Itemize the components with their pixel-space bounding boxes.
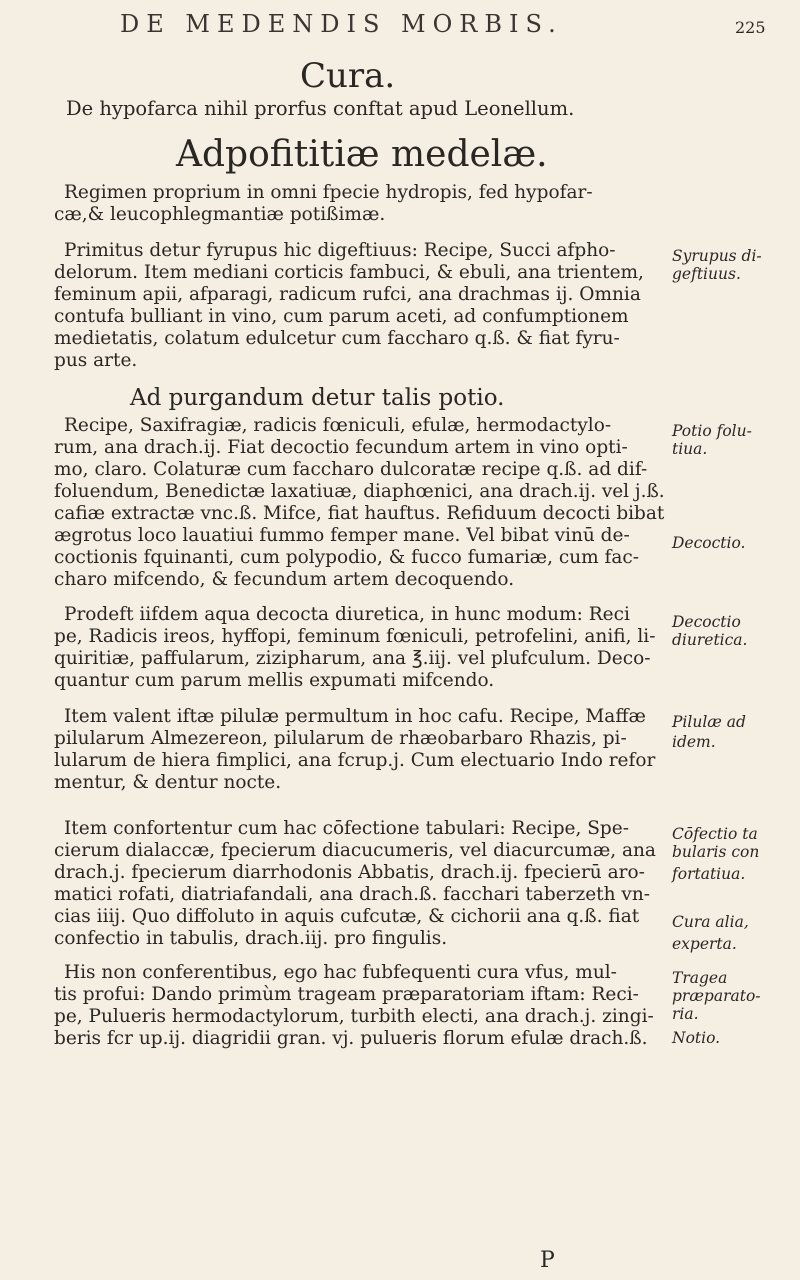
text-line: beris fcr up.ij. diagridii gran. vj. pulueris florum efulæ drach.ß. xyxy=(54,1028,648,1049)
text-line: pe, Radicis ireos, hyffopi, feminum fœniculi, petrofelini, anifi, li- xyxy=(54,626,656,647)
text-line: quantur cum parum mellis expumati mifcendo. xyxy=(54,670,495,691)
section-title: Cura. xyxy=(300,56,396,96)
margin-note: Decoctio. xyxy=(672,534,746,552)
text-line: tis profui: Dando primùm trageam præparatoriam iftam: Reci- xyxy=(54,984,639,1005)
margin-note: Decoctio xyxy=(672,613,741,631)
running-head: DE MEDENDIS MORBIS. xyxy=(120,10,563,38)
margin-note: diuretica. xyxy=(672,631,748,649)
margin-note: geftiuus. xyxy=(672,265,741,283)
text-line: rum, ana drach.ij. Fiat decoctio fecundum artem in vino opti- xyxy=(54,437,628,458)
margin-note: ria. xyxy=(672,1005,699,1023)
text-line: cafiæ extractæ vnc.ß. Mifce, fiat hauftus. Refiduum decocti bibat xyxy=(54,503,665,524)
text-line: contufa bulliant in vino, cum parum aceti, ad confumptionem xyxy=(54,306,629,327)
margin-note: præparato- xyxy=(672,987,761,1005)
margin-note: idem. xyxy=(672,733,716,751)
text-line: pe, Pulueris hermodactylorum, turbith electi, ana drach.j. zingi- xyxy=(54,1006,654,1027)
text-line: cias iiij. Quo diffoluto in aquis cufcutæ, & cichorii ana q.ß. fiat xyxy=(54,906,640,927)
text-line: mo, claro. Colaturæ cum faccharo dulcoratæ recipe q.ß. ad dif- xyxy=(54,459,648,480)
margin-note: Tragea xyxy=(672,969,728,987)
intro-line: De hypofarca nihil prorfus conftat apud Leonellum. xyxy=(66,97,575,120)
text-line: charo mifcendo, & fecundum artem decoquendo. xyxy=(54,569,515,590)
text-line: cæ,& leucophlegmantiæ potißimæ. xyxy=(54,204,386,225)
text-line: Item confortentur cum hac cōfectione tabulari: Recipe, Spe- xyxy=(64,818,629,839)
text-line: pilularum Almezereon, pilularum de rhæobarbaro Rhazis, pi- xyxy=(54,728,627,749)
text-line: pus arte. xyxy=(54,350,138,371)
margin-note: Notio. xyxy=(672,1029,721,1047)
heading-medelae: Adpofititiæ medelæ. xyxy=(176,134,548,175)
text-line: Prodeft iifdem aqua decocta diuretica, in hunc modum: Reci xyxy=(64,604,630,625)
margin-note: experta. xyxy=(672,935,737,953)
text-line: lularum de hiera fimplici, ana fcrup.j. Cum electuario Indo refor xyxy=(54,750,656,771)
text-line: Item valent iftæ pilulæ permultum in hoc cafu. Recipe, Maffæ xyxy=(64,706,646,727)
text-line: quiritiæ, paffularum, zizipharum, ana ℥.iij. vel plufculum. Deco- xyxy=(54,648,651,669)
margin-note: fortatiua. xyxy=(672,865,746,883)
page-number: 225 xyxy=(735,18,766,37)
text-line: confectio in tabulis, drach.iij. pro fingulis. xyxy=(54,928,448,949)
signature-mark: P xyxy=(540,1248,555,1273)
margin-note: Cōfectio ta xyxy=(672,825,758,843)
margin-note: bularis con xyxy=(672,843,760,861)
text-line: drach.j. fpecierum diarrhodonis Abbatis, drach.ij. fpecierū aro- xyxy=(54,862,645,883)
margin-note: Pilulæ ad xyxy=(672,713,746,731)
text-line: foluendum, Benedictæ laxatiuæ, diaphœnici, ana drach.ij. vel j.ß. xyxy=(54,481,665,502)
text-line: matici rofati, diatriafandali, ana drach.ß. facchari taberzeth vn- xyxy=(54,884,650,905)
text-line: Primitus detur fyrupus hic digeftiuus: Recipe, Succi afpho- xyxy=(64,240,616,261)
text-line: medietatis, colatum edulcetur cum faccharo q.ß. & fiat fyru- xyxy=(54,328,620,349)
margin-note: Syrupus di- xyxy=(672,247,762,265)
text-line: Regimen proprium in omni fpecie hydropis, fed hypofar- xyxy=(64,182,593,203)
text-line: ægrotus loco lauatiui fummo femper mane. Vel bibat vinū de- xyxy=(54,525,630,546)
margin-note: tiua. xyxy=(672,440,708,458)
margin-note: Potio folu- xyxy=(672,422,752,440)
text-line: cierum dialaccæ, fpecierum diacucumeris, vel diacurcumæ, ana xyxy=(54,840,656,861)
text-line: His non conferentibus, ego hac fubfequenti cura vfus, mul- xyxy=(64,962,617,983)
text-line: coctionis fquinanti, cum polypodio, & fucco fumariæ, cum fac- xyxy=(54,547,640,568)
text-line: feminum apii, afparagi, radicum rufci, ana drachmas ij. Omnia xyxy=(54,284,641,305)
text-line: Recipe, Saxifragiæ, radicis fœniculi, efulæ, hermodactylo- xyxy=(64,415,612,436)
text-line: mentur, & dentur nocte. xyxy=(54,772,282,793)
text-line: delorum. Item mediani corticis fambuci, & ebuli, ana trientem, xyxy=(54,262,644,283)
margin-note: Cura alia, xyxy=(672,913,749,931)
heading-potio: Ad purgandum detur talis potio. xyxy=(130,385,505,411)
